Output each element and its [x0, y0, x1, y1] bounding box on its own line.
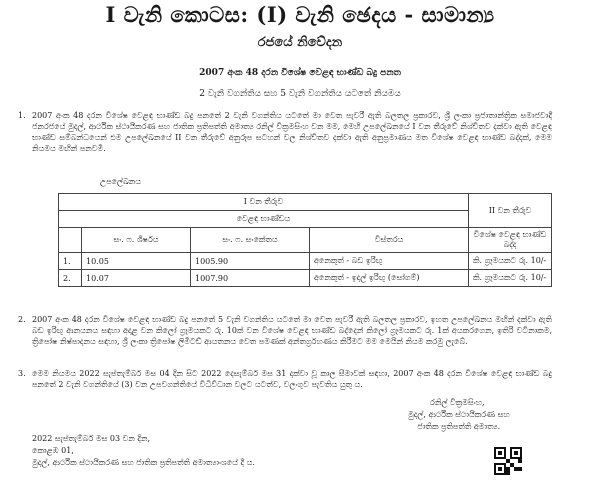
hs-code-cell: 1007.90 — [191, 270, 310, 287]
description-cell: අනෙකුත් - ඉදල් ඉරිඟු (සෝගම්) — [310, 270, 469, 287]
hs-code-header: සං. ෆ. සංකේතය — [191, 228, 310, 253]
section-heading: රජයේ නිවේදන — [257, 35, 343, 50]
paragraph-1 — [18, 110, 552, 154]
table-row — [59, 270, 552, 287]
column-ii-header: II වන තීරුව — [469, 194, 552, 228]
goods-header: වෙළඳ භාණ්ඩය — [59, 211, 469, 228]
footer-block — [32, 433, 255, 469]
paragraph-2 — [18, 314, 552, 347]
tax-cell: කි. ග්‍රෑමයකට රු. 10/- — [469, 253, 552, 270]
part-heading: I වැනි කොටස: (I) වැනි ඡෙදය - සාමාන්‍ය — [105, 2, 495, 27]
paragraph-3 — [18, 368, 552, 390]
tax-header: විශේෂ වෙළඳ භාණ්ඩ බද්ද — [469, 228, 552, 253]
hs-heading-header: සං. ෆ. ශීර්ෂය — [82, 228, 191, 253]
paragraph-number: 2. — [18, 315, 26, 324]
hs-code-cell: 1005.90 — [191, 253, 310, 270]
tax-cell: කි. ග්‍රෑමයකට රු. 10/- — [469, 270, 552, 287]
hs-heading-cell: 10.07 — [82, 270, 191, 287]
qr-code-icon — [494, 447, 522, 475]
notice-subtitle: 2 වැනි වගන්තිය සහ 5 වැනි වගන්තිය යටතේ නියමය — [199, 89, 401, 99]
paragraph-number: 1. — [18, 111, 26, 120]
column-i-header: I වන තීරුව — [59, 194, 469, 211]
signature-block — [408, 397, 510, 433]
notice-title: 2007 අංක 48 දරන විශේෂ වෙළඳ භාණ්ඩ බදු පනත — [199, 68, 401, 78]
hs-heading-cell: 10.05 — [82, 253, 191, 270]
paragraph-text: මෙම නියමය 2022 සැප්තැම්බර් මස 04 දින සිට 2022 දෙසැම්බර් මස 31 දක්වා වූ කාල සීමාවක් සඳහා, 2007 අංක 48 දරන විශේෂ වෙළඳ භාණ්ඩ බදු පනතේ 2 වැනි වගන්තියේ (3) වන උපවගන්තියේ විධිවිධාන වලට යටත්ව, වලංගුව පැවතිය යුතු ය. — [32, 369, 552, 389]
signatory-title-line-2: ජාතික ප්‍රතිපත්ති අමාත්‍ය. — [417, 422, 501, 431]
row-number: 1. — [59, 253, 82, 270]
signatory-title-line-1: මුදල්, ආර්ථික ස්ථායීකරණ සහ — [408, 410, 510, 419]
table-row — [59, 253, 552, 270]
paragraph-text: 2007 අංක 48 දරන විශේෂ වෙළඳ භාණ්ඩ බදු පනතේ 2 වැනි වගන්තිය යටතේ මා වෙත පැවරී ඇති බලතල ප්‍රකාරව, ශ්‍රී ලංකා ප්‍රජාතාන්ත්‍රික සමාජවාදී ජනරජයේ මුදල්, ආර්ථික ස්ථායීකරණ සහ ජාතික ප්‍රතිපත්ති අමාත්‍ය රනිල් වික්‍රමසිංහ වන මම, මෙහි උපලේඛනයේ I වන තීරුවේ නිශ්චිතව දක්වා ඇති වෙළඳ භාණ්ඩ සම්බන්ධයෙන් එම උපලේඛනයේ II වන තීරුවේ අනුරූප සටහන් වල නිශ්චිතව දක්වා ඇති අනුප්‍රමාණය මත විශේෂ වෙළඳ භාණ්ඩ බද්දක්, මෙම නියමය මඟින් පනවමි. — [32, 111, 552, 153]
schedule-label: උපලේඛනය — [100, 177, 142, 186]
issue-place: කොළඹ 01, — [32, 446, 74, 455]
signatory-name: රනිල් වික්‍රමසිංහ, — [430, 398, 485, 407]
paragraph-number: 3. — [18, 369, 26, 378]
issuing-ministry: මුදල්, ආර්ථික ස්ථායීකරණ සහ ජාතික ප්‍රතිපත්ති අමාත්‍යාංශයේ දී ය. — [32, 458, 255, 467]
paragraph-text: 2007 අංක 48 දරන විශේෂ වෙළඳ භාණ්ඩ බදු පනතේ 5 වැනි වගන්තිය යටතේ මා වෙත පැවරී ඇති බලතල ප්‍රකාරව, ඉහත උපලේඛනය මඟින් දක්වා ඇති බඩ ඉරිඟු ආනයනය සඳහා අදාළ වන කිලෝ ග්‍රෑමයකට රු. 10ක් වන විශේෂ වෙළඳ භාණ්ඩ බද්දෙන් කිලෝ ග්‍රෑමයකට රු. 1ක් අයකරගෙන, ඉතිරි වටිනාකම, ත්‍රිපෝෂ නිෂ්පාදනය සඳහා, ශ්‍රී ලංකා ත්‍රිපෝෂ ලිමිටඩ් ආයතනය වෙත පමණක් අන්තර්ග්‍රහණය කිරීමට මම මෙයින් නියම කරමු ලැබේ. — [32, 315, 552, 346]
row-number: 2. — [59, 270, 82, 287]
description-cell: අනෙකුත් - බඩ ඉරිඟු — [310, 253, 469, 270]
blank-cell — [59, 228, 82, 253]
description-header: විස්තරය — [310, 228, 469, 253]
schedule-table — [58, 193, 552, 287]
issue-date: 2022 සැප්තැම්බර් මස 03 වන දින, — [32, 434, 151, 443]
